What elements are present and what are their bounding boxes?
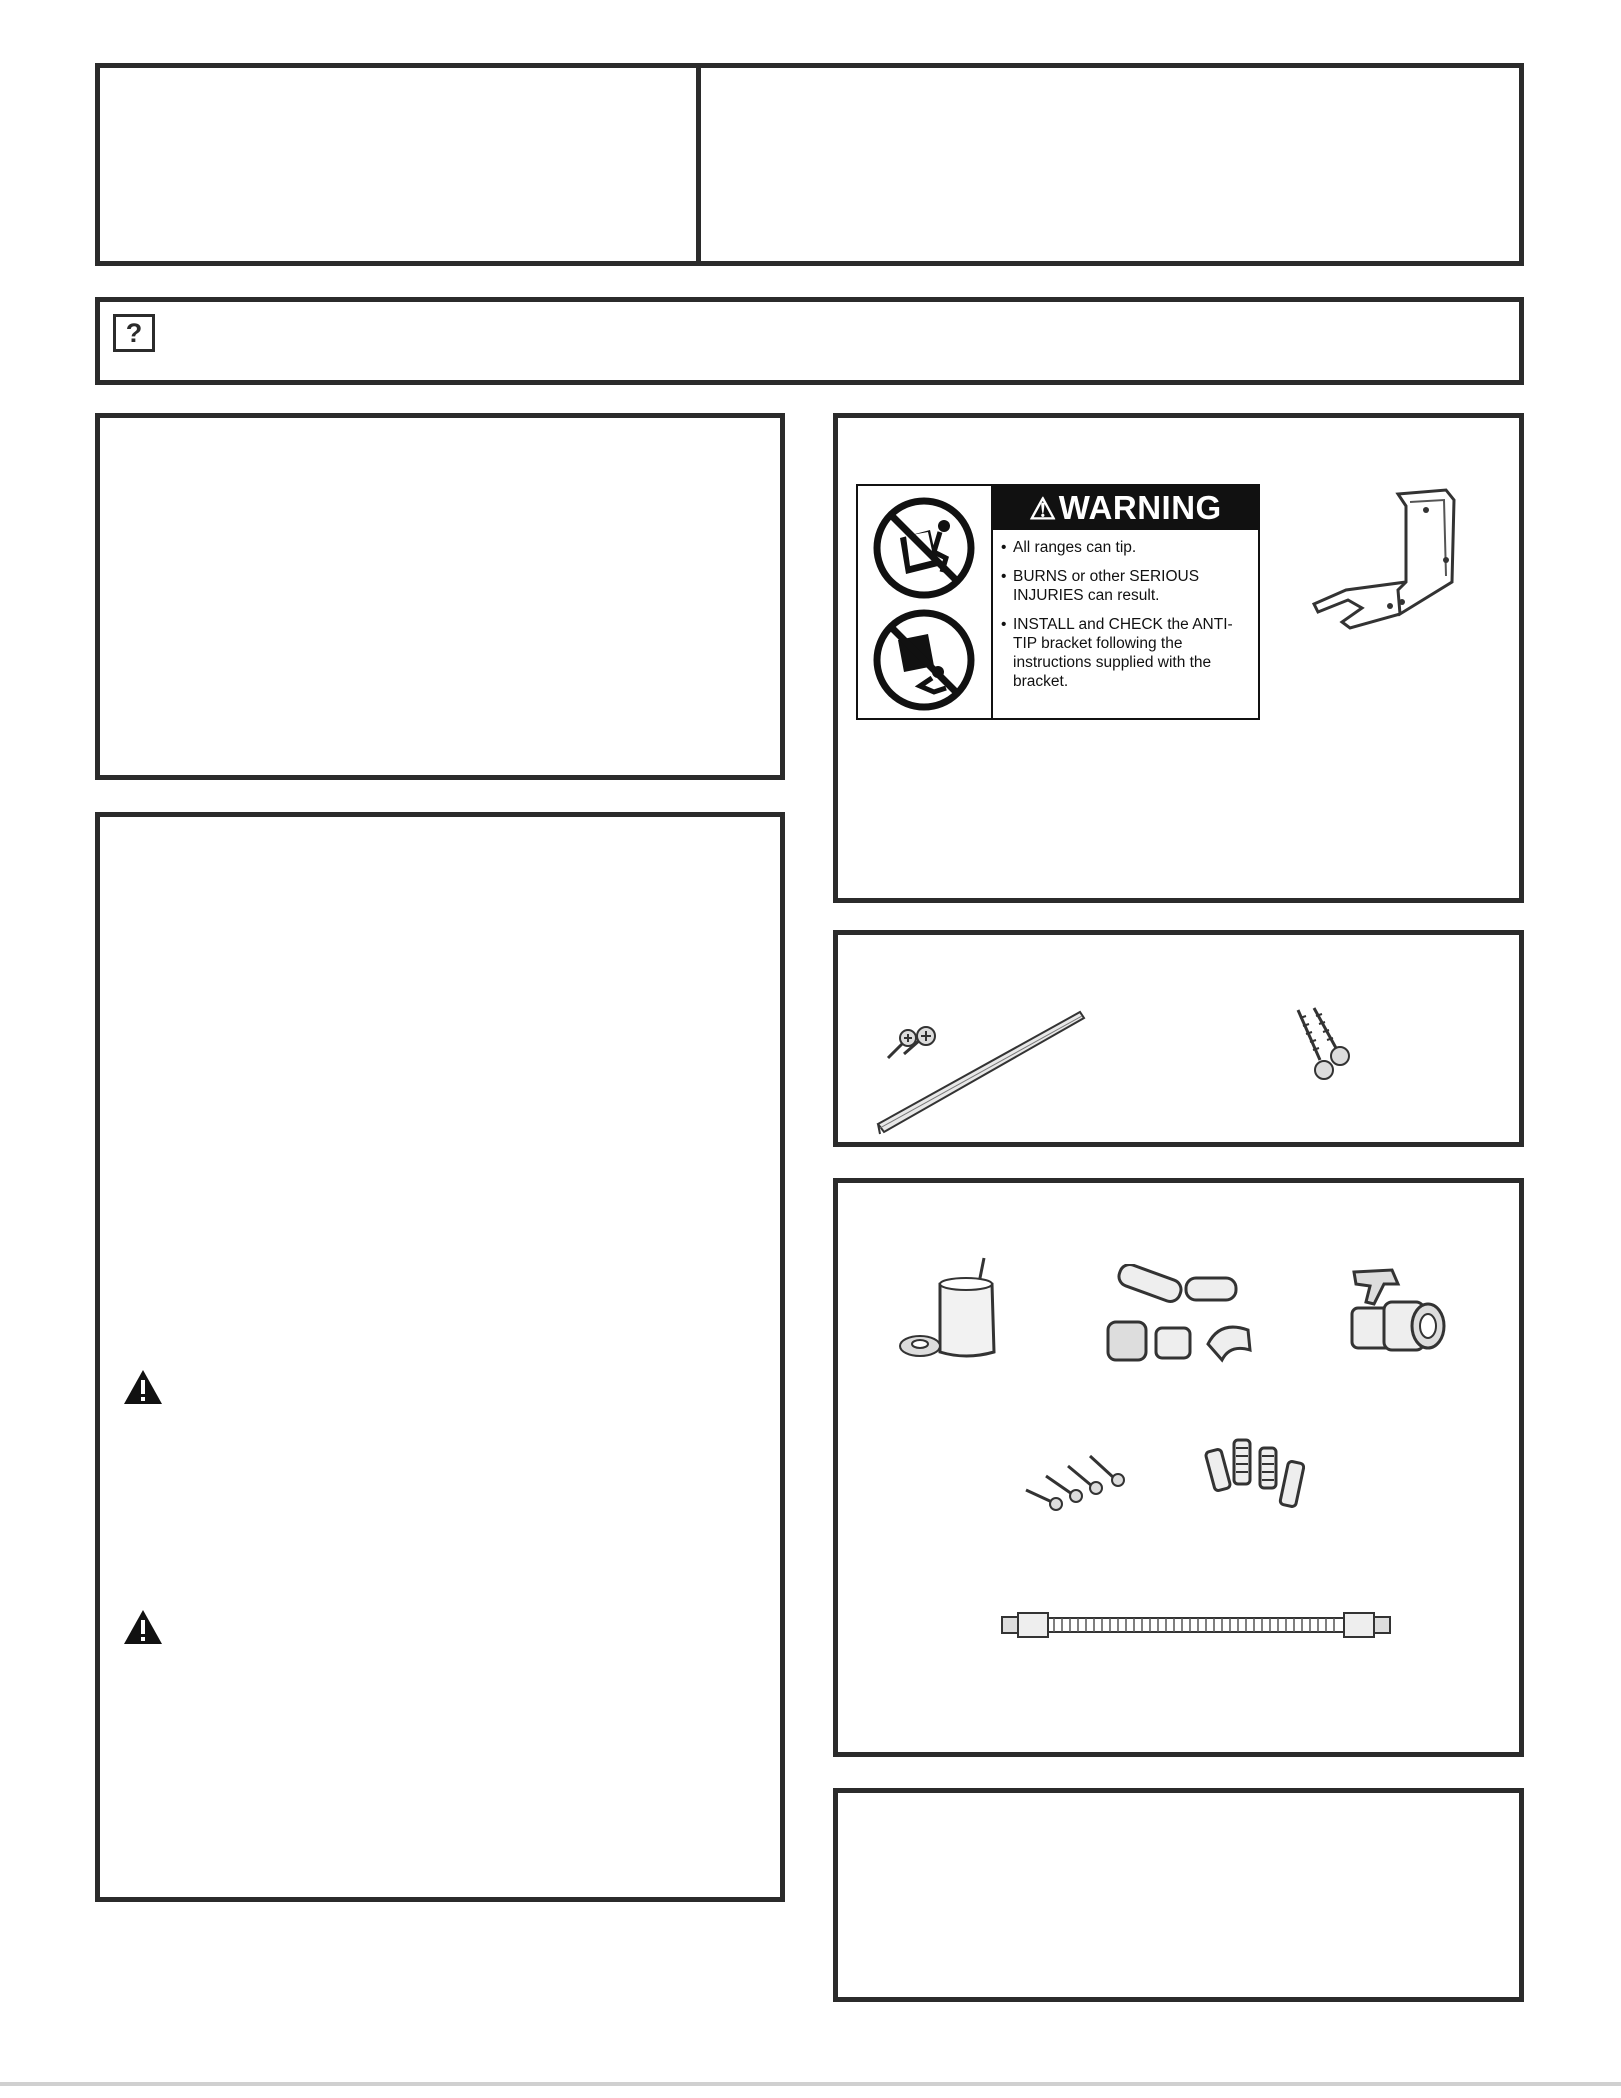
warning-label-title: WARNING (1058, 489, 1222, 526)
header-left-panel (95, 63, 701, 266)
wood-screws-icon (1022, 1446, 1134, 1512)
question-mark-icon: ? (113, 314, 155, 352)
left-info-box-1 (95, 413, 785, 780)
header-right-panel (696, 63, 1524, 266)
anti-tip-bracket-icon (1306, 486, 1462, 638)
warning-triangle-icon (122, 1368, 164, 1406)
pipe-compound-and-tape-icon (896, 1254, 1006, 1364)
warning-item: • INSTALL and CHECK the ANTI-TIP bracket following the instructions supplied with the bracket. (1001, 615, 1253, 691)
no-tipping-adult-icon (872, 608, 976, 712)
flexible-gas-connector-icon (1000, 1608, 1392, 1642)
left-info-box-2 (95, 812, 785, 1902)
lag-screws-icon (1290, 1006, 1360, 1086)
shutoff-valve-icon (1344, 1264, 1450, 1364)
question-bar (95, 297, 1524, 385)
warning-triangle-icon: ⚠ (1029, 493, 1057, 526)
bottom-right-box (833, 1788, 1524, 2002)
warning-item: • BURNS or other SERIOUS INJURIES can result. (1001, 567, 1253, 605)
warning-label-items (1001, 538, 1253, 701)
trim-strip-icon (874, 1008, 1086, 1136)
wall-anchors-icon (1204, 1434, 1316, 1520)
pipe-fittings-icon (1100, 1264, 1262, 1368)
warning-label-header (993, 486, 1258, 530)
anti-tip-warning-label (856, 484, 1260, 720)
warning-triangle-icon (122, 1608, 164, 1646)
warning-item: • All ranges can tip. (1001, 538, 1253, 557)
warning-label-pictograms (858, 486, 993, 718)
page-bottom-rule (0, 2082, 1621, 2086)
no-tipping-child-icon (872, 496, 976, 600)
